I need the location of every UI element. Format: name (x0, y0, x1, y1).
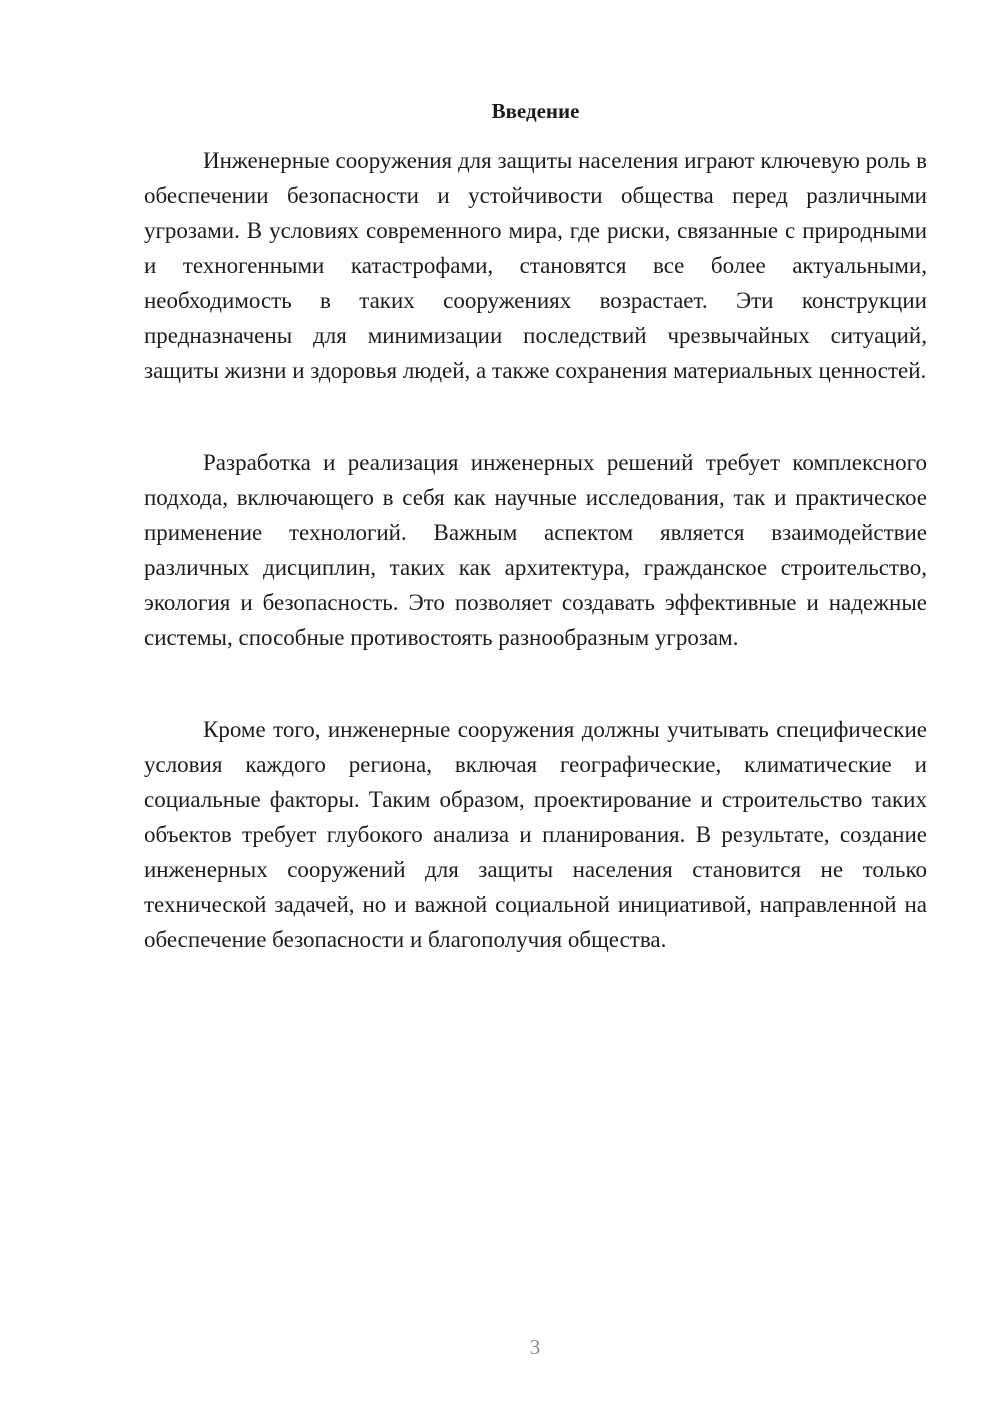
section-heading: Введение (491, 99, 580, 123)
paragraph: Разработка и реализация инженерных решений требует комплексного подхода, включающего в себя как научные исследования, так и практическое применение технологий. Важным аспектом является взаимодействие различных дисциплин, таких как архитектура, гражданское строительство, экология и безопасность. Это позволяет создавать эффективные и надежные системы, способные противостоять разнообразным угрозам. (144, 450, 927, 650)
paragraph: Инженерные сооружения для защиты населения играют ключевую роль в обеспечении безопасности и устойчивости общества перед различными угрозами. В условиях современного мира, где риски, связанные с природными и техногенными катастрофами, становятся все более актуальными, необходимость в таких сооружениях возрастает. Эти конструкции предназначены для минимизации последствий чрезвычайных ситуаций, защиты жизни и здоровья людей, а также сохранения материальных ценностей. (144, 148, 927, 383)
paragraph: Кроме того, инженерные сооружения должны учитывать специфические условия каждого региона, включая географические, климатические и социальные факторы. Таким образом, проектирование и строительство таких объектов требует глубокого анализа и планирования. В результате, создание инженерных сооружений для защиты населения становится не только технической задачей, но и важной социальной инициативой, направленной на обеспечение безопасности и благополучия общества. (144, 717, 927, 952)
page-number: 3 (529, 1335, 541, 1359)
